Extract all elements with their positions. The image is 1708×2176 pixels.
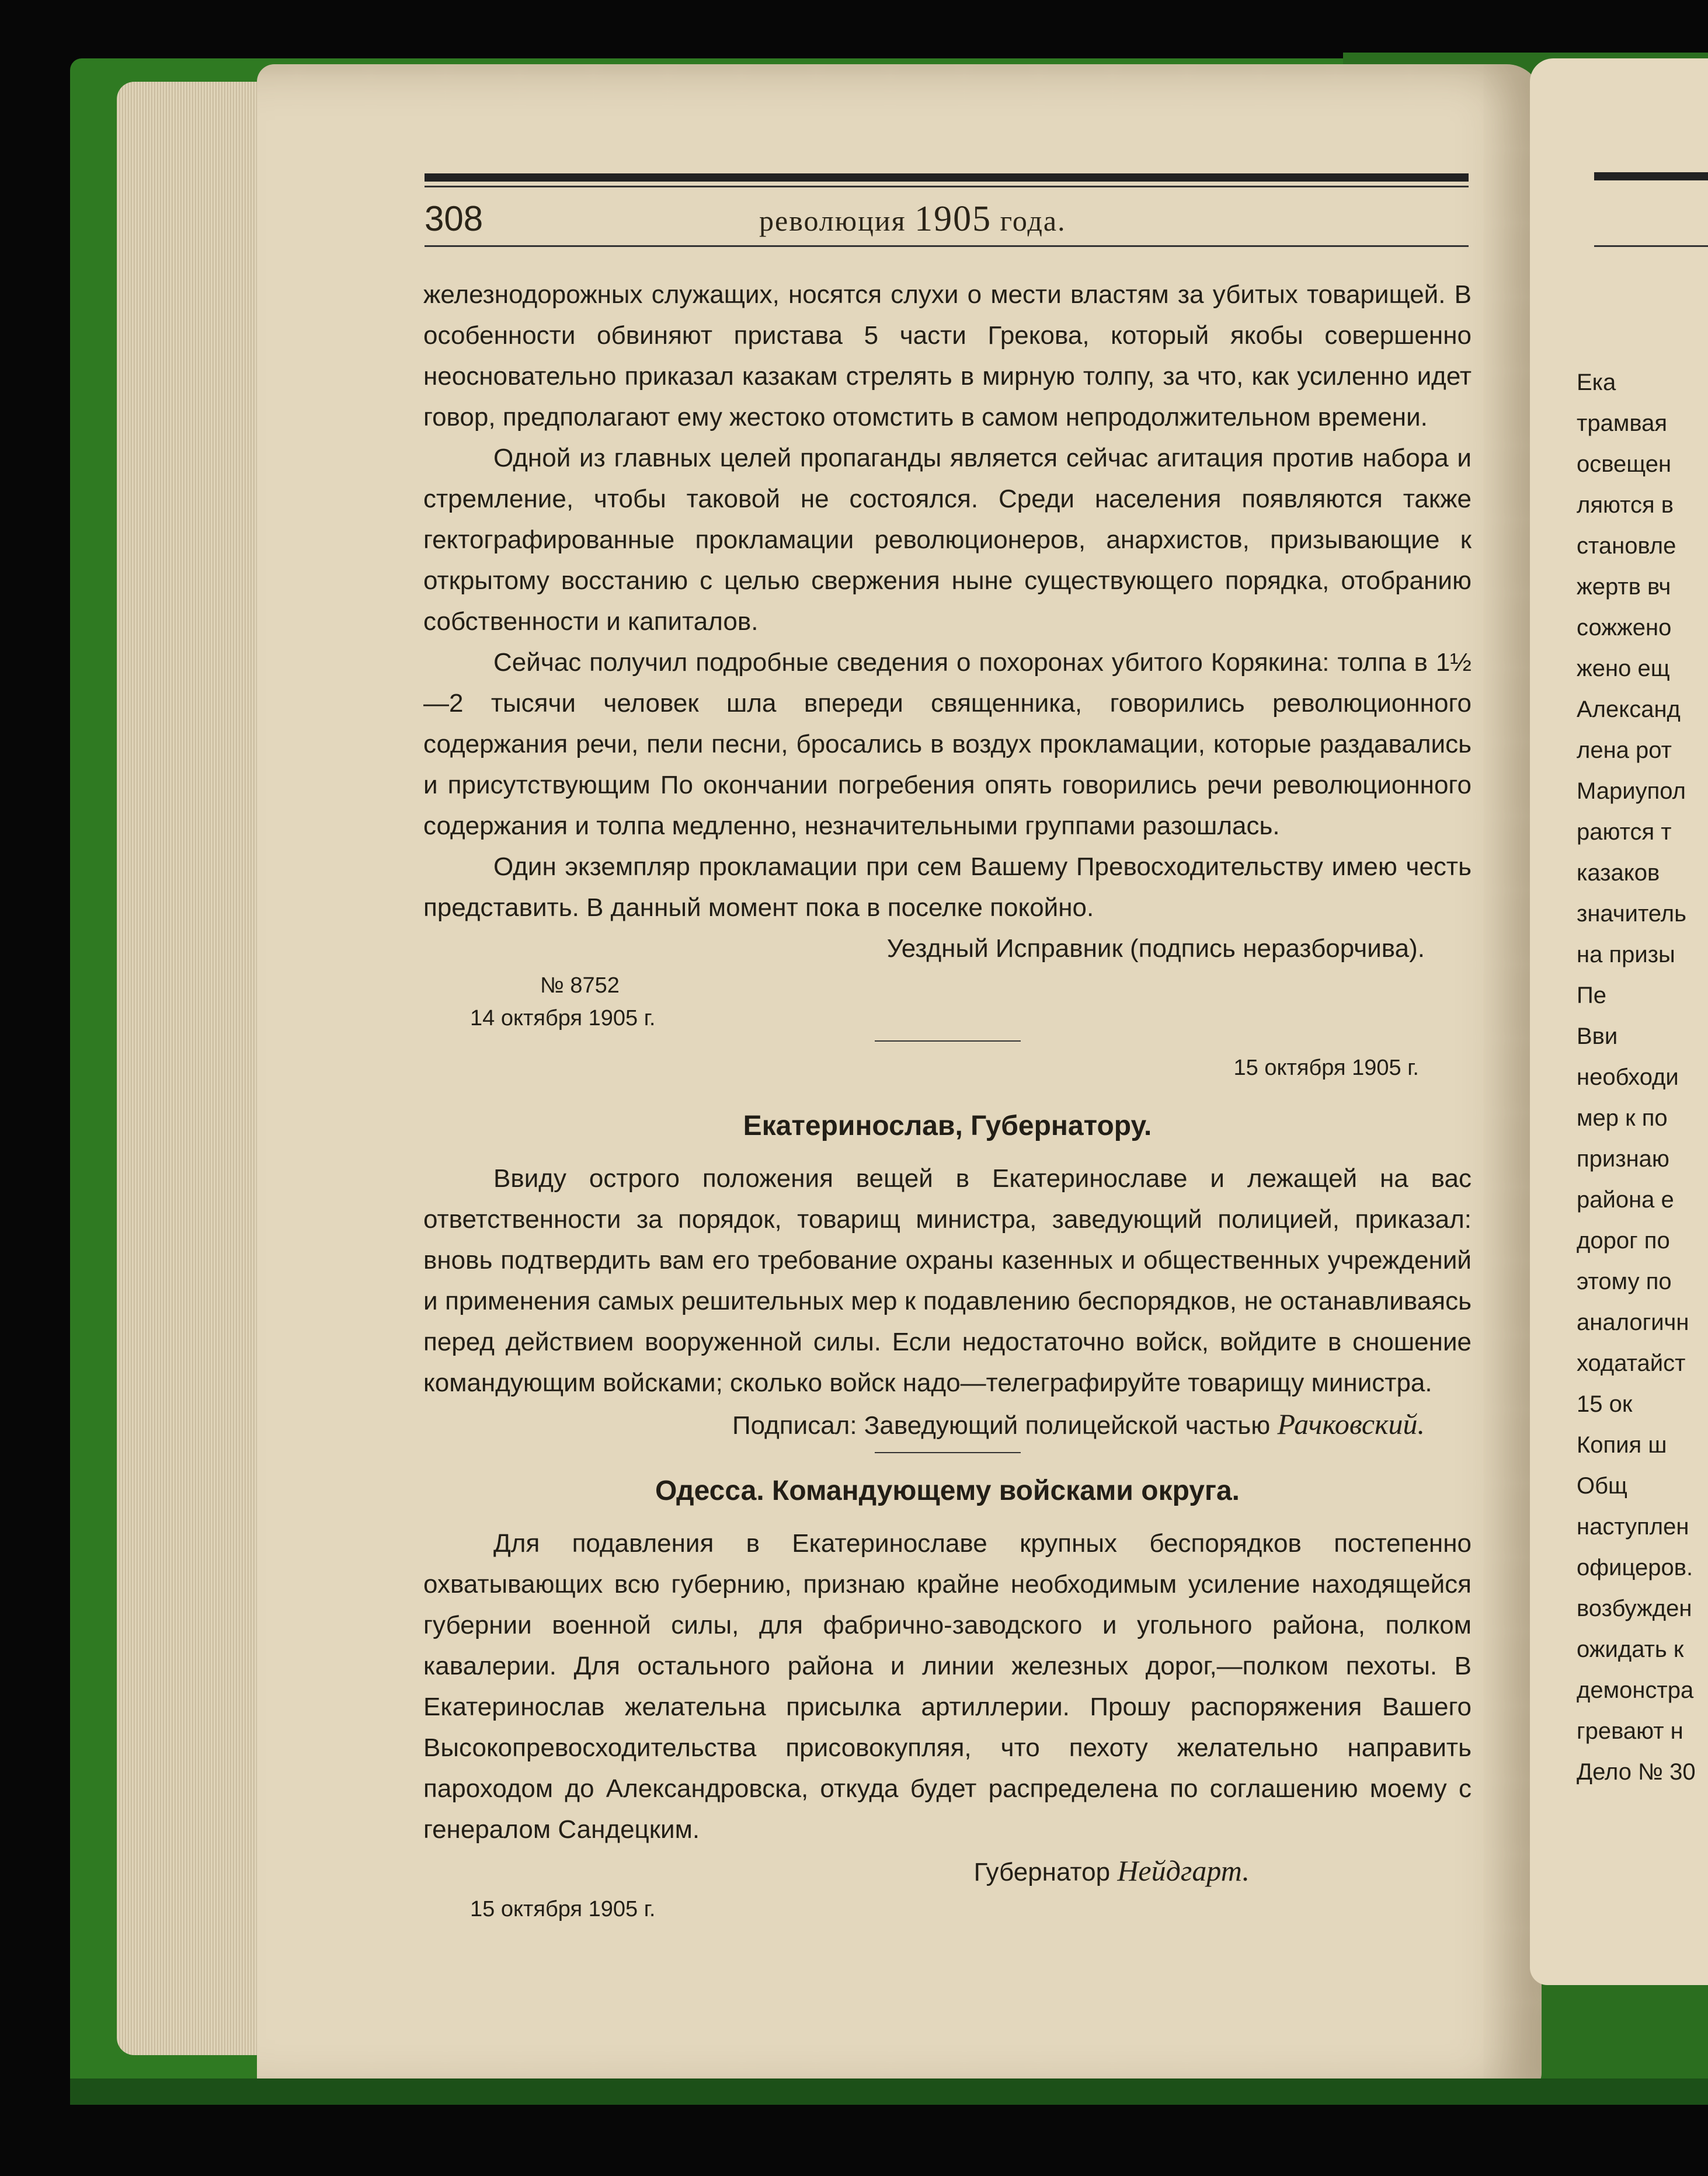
right-page-fragment: аналогичн <box>1577 1310 1689 1335</box>
paragraph: Один экземпляр прокламации при сем Вашему Превосходительству имею честь представить. В данный момент пока в поселке покойно. <box>423 852 1472 922</box>
telegram-text: Ввиду острого положения вещей в Екатеринославе и лежащей на вас ответственности за порядок, товарищ министра, заведующий полицией, приказал: вновь подтвердить вам его требование охраны казенных и общественных учреждений и применения самых решительных мер к подавлению беспорядков, не останавливаясь перед действием вооруженной силы. Если недостаточно войск, войдите в сношение командующим войсками; сколько войск надо—телеграфируйте товарищу министра. <box>423 1164 1472 1397</box>
running-title-year: 1905 <box>914 199 992 239</box>
separator <box>875 1452 1021 1453</box>
right-page-fragment: Общ <box>1577 1473 1627 1499</box>
paragraph: железнодорожных служащих, носятся слухи о мести властям за убитых товарищей. В особенности обвиняют пристава 5 части Грекова, который якобы совершенно неосновательно приказал казакам стрелять в мирную толпу, за что, как усиленно идет говор, предполагают ему жестоко отомстить в самом непродолжительном времени. <box>423 280 1472 431</box>
right-page-fragment: жертв вч <box>1577 574 1671 600</box>
page-number: 308 <box>425 199 483 238</box>
signature-governor <box>423 1850 1472 1893</box>
signature-name: Рачковский. <box>1277 1408 1425 1440</box>
book-bottom-edge <box>70 2078 1708 2105</box>
right-page-fragment: Вви <box>1577 1023 1618 1049</box>
signature-label: Подписал: Заведующий полицейской частью <box>732 1411 1271 1440</box>
running-title-part1: революция <box>759 204 906 237</box>
page-edges <box>117 82 269 2055</box>
right-page-fragment: раются т <box>1577 819 1672 845</box>
right-page-fragment: ляются в <box>1577 492 1674 518</box>
header-rule-thin <box>425 186 1469 187</box>
right-page-fragment: лена рот <box>1577 737 1672 763</box>
right-page-fragment: мер к по <box>1577 1105 1668 1131</box>
right-page-fragment: возбужден <box>1577 1596 1692 1621</box>
telegram-heading: Одесса. Командующему войсками округа. <box>655 1475 1240 1506</box>
right-page-fragment: гревают н <box>1577 1718 1683 1744</box>
right-page-fragment: Дело № 30 <box>1577 1759 1696 1785</box>
telegram-heading: Екатеринослав, Губернатору. <box>743 1110 1152 1141</box>
separator <box>875 1040 1021 1042</box>
document-date: 15 октября 1905 г. <box>470 1897 656 1921</box>
right-page-fragment: Пе <box>1577 983 1606 1008</box>
right-page-fragment: ожидать к <box>1577 1637 1684 1662</box>
telegram-text: Для подавления в Екатеринославе крупных беспорядков постепенно охватывающих всю губернию, признаю крайне необходимым усиление находящейся губернии военной силы, для фабрично-заводского и угольного района, полком кавалерии. Для остального района и линии железных дорог,—полком пехоты. В Екатеринослав желательна присылка артиллерии. Прошу распоряжения Вашего Высокопревосходительства присовокупляя, что пехоту желательно направить пароходом до Александровска, откуда будет распределена по соглашению моему с генералом Сандецким. <box>423 1529 1472 1844</box>
right-page-fragments <box>1577 362 1708 1792</box>
right-page-fragment: становле <box>1577 533 1676 559</box>
signature-ispravnik: Уездный Исправник (подпись неразборчива). <box>886 934 1425 963</box>
right-page-fragment: трамвая <box>1577 410 1668 436</box>
right-page-fragment: значитель <box>1577 901 1686 927</box>
paragraph: Одной из главных целей пропаганды является сейчас агитация против набора и стремление, чтобы таковой не состоялся. Среди населения появляются также гектографированные прокламации революционеров, анархистов, призывающие к открытому восстанию с целью свержения ныне существующего порядка, отобранию собственности и капиталов. <box>423 444 1472 636</box>
running-title-part2: года. <box>1000 204 1066 237</box>
right-page-fragment: наступлен <box>1577 1514 1689 1540</box>
right-page-fragment: этому по <box>1577 1269 1672 1294</box>
right-page-fragment: Копия ш <box>1577 1432 1667 1458</box>
telegram-date: 15 октября 1905 г. <box>1233 1056 1419 1080</box>
right-page-fragment: необходи <box>1577 1064 1679 1090</box>
signature-name: Нейдгарт. <box>1117 1854 1250 1887</box>
right-page-fragment: сожжено <box>1577 615 1672 640</box>
right-header-rule-bottom <box>1594 245 1708 247</box>
right-page-fragment: Александ <box>1577 697 1681 722</box>
right-page-fragment: района е <box>1577 1187 1674 1213</box>
right-page-fragment: офицеров. <box>1577 1555 1693 1580</box>
right-page-fragment: на призы <box>1577 942 1675 967</box>
right-page-fragment: признаю <box>1577 1146 1669 1172</box>
paragraph: Сейчас получил подробные сведения о похоронах убитого Корякина: толпа в 1½—2 тысячи человек шла впереди священника, говорились революционного содержания речи, пели песни, бросались в воздух прокламации, которые раздавались и присутствующим По окончании погребения опять говорились речи революционного содержания и толпа медленно, незначительными группами разошлась. <box>423 648 1472 840</box>
document-number: № 8752 <box>540 973 620 998</box>
right-page-fragment: 15 ок <box>1577 1391 1633 1417</box>
right-page-fragment: ходатайст <box>1577 1350 1686 1376</box>
right-page-fragment: Мариупол <box>1577 778 1686 804</box>
signature-rachkovsky <box>423 1404 1472 1446</box>
running-title <box>759 199 1066 240</box>
right-page-fragment: Ека <box>1577 370 1616 395</box>
right-page-fragment: казаков <box>1577 860 1660 886</box>
right-page-fragment: жено ещ <box>1577 656 1670 681</box>
header-rule-bottom <box>425 245 1469 247</box>
document-date: 14 октября 1905 г. <box>470 1006 656 1030</box>
right-header-rule <box>1594 172 1708 180</box>
page-body <box>423 274 1472 1926</box>
right-page-fragment: демонстра <box>1577 1677 1694 1703</box>
right-page-fragment: освещен <box>1577 451 1672 477</box>
header-rule <box>425 173 1469 182</box>
signature-label: Губернатор <box>973 1858 1111 1886</box>
right-page-fragment: дорог по <box>1577 1228 1670 1254</box>
